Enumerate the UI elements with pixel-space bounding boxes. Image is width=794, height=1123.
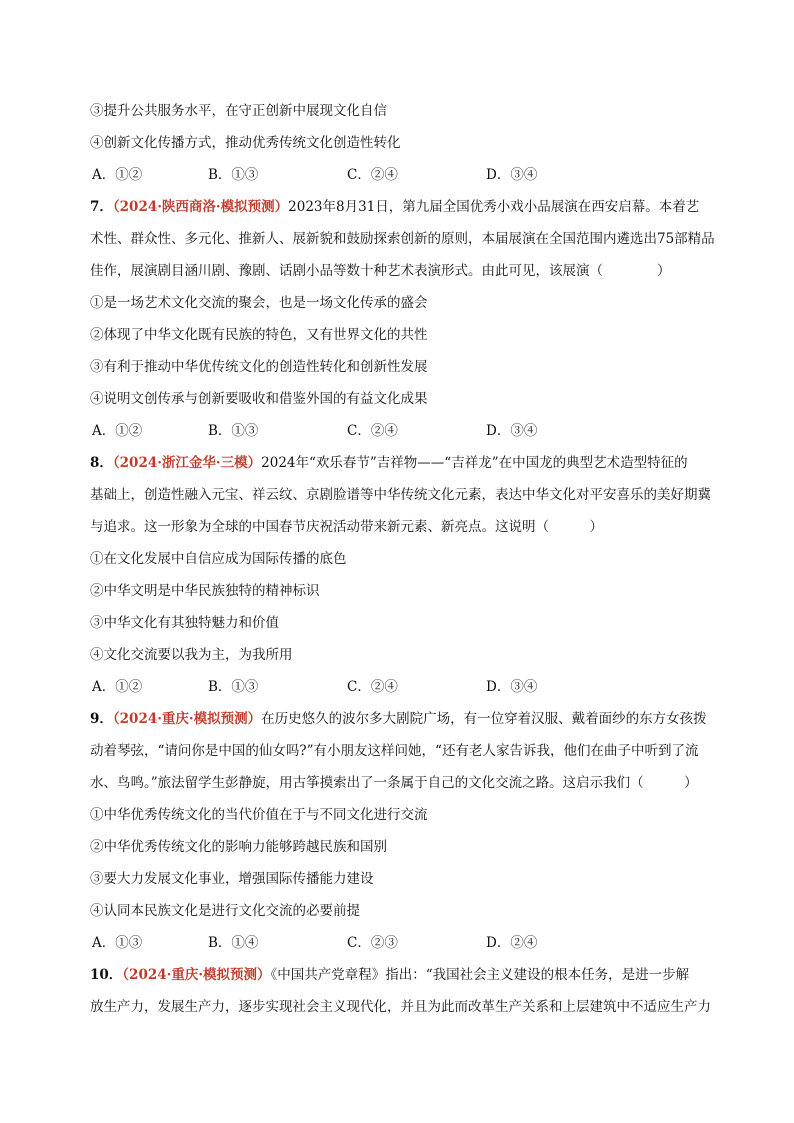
q9-item-4: ④认同本民族文化是进行文化交流的必要前提 — [90, 903, 360, 919]
q7-number: 7． — [90, 199, 113, 215]
q7-option-a: A．①② — [92, 423, 143, 439]
q10-source: （2024·重庆·模拟预测） — [122, 967, 271, 983]
q6-option-d: D．③④ — [486, 167, 538, 183]
q6-item-4: ④创新文化传播方式，推动优秀传统文化创造性转化 — [90, 135, 401, 151]
q7-stem-line-1: 7．（2024·陕西商洛·模拟预测）2023年8月31日，第九届全国优秀小戏小品展演在西安启幕。本着艺 — [90, 199, 700, 215]
q9-option-b: B．①④ — [208, 935, 259, 951]
q7-option-d: D．③④ — [486, 423, 538, 439]
q7-option-c: C．②④ — [347, 423, 398, 439]
q9-item-2: ②中华优秀传统文化的影响力能够跨越民族和国别 — [90, 839, 387, 855]
q10-number: 10． — [90, 967, 123, 983]
q7-option-b: B．①③ — [208, 423, 259, 439]
q8-option-c: C．②④ — [347, 679, 398, 695]
q9-option-c: C．②③ — [347, 935, 398, 951]
q7-item-3: ③有利于推动中华优传统文化的创造性转化和创新性发展 — [90, 359, 428, 375]
q6-option-c: C．②④ — [347, 167, 398, 183]
q7-source: （2024·陕西商洛·模拟预测） — [112, 199, 289, 215]
q9-item-3: ③要大力发展文化事业，增强国际传播能力建设 — [90, 871, 374, 887]
q7-item-1: ①是一场艺术文化交流的聚会，也是一场文化传承的盛会 — [90, 295, 428, 311]
q9-source: （2024·重庆·模拟预测） — [112, 711, 262, 727]
q9-number: 9． — [90, 711, 113, 727]
q6-option-b: B．①③ — [208, 167, 259, 183]
q8-item-4: ④文化交流要以我为主，为我所用 — [90, 647, 293, 663]
q8-stem-line-2: 基础上，创造性融入元宝、祥云纹、京剧脸谱等中华传统文化元素，表达中华文化对平安喜乐的美好期冀 — [90, 487, 711, 503]
q10-stem-line-1: 10．（2024·重庆·模拟预测）《中国共产党章程》指出：“我国社会主义建设的根本任务，是进一步解 — [90, 967, 690, 983]
q7-item-2: ②体现了中华文化既有民族的特色，又有世界文化的共性 — [90, 327, 428, 343]
q8-item-1: ①在文化发展中自信应成为国际传播的底色 — [90, 551, 347, 567]
q9-option-d: D．②④ — [486, 935, 538, 951]
q8-stem-line-1: 8．（2024·浙江金华·三模）2024年“欢乐春节”吉祥物——“吉祥龙”在中国龙的典型艺术造型特征的 — [90, 455, 688, 471]
q9-stem-line-1: 9．（2024·重庆·模拟预测）在历史悠久的波尔多大剧院广场，有一位穿着汉服、戴着面纱的东方女孩拨 — [90, 711, 707, 727]
q9-stem-line-2: 动着琴弦，“请问你是中国的仙女吗?”有小朋友这样问她，“还有老人家告诉我，他们在曲子中听到了流 — [90, 743, 699, 759]
q10-stem-line-2: 放生产力，发展生产力，逐步实现社会主义现代化，并且为此而改革生产关系和上层建筑中不适应生产力 — [90, 999, 711, 1015]
q8-number: 8． — [90, 455, 113, 471]
q8-option-d: D．③④ — [486, 679, 538, 695]
q8-option-b: B．①③ — [208, 679, 259, 695]
q9-stem-line-3: 水、鸟鸣。”旅法留学生彭静旋，用古筝摸索出了一条属于自己的文化交流之路。这启示我们（ ） — [90, 775, 698, 791]
q9-option-a: A．①③ — [92, 935, 143, 951]
q7-stem-line-3: 佳作，展演剧目涵川剧、豫剧、话剧小品等数十种艺术表演形式。由此可见，该展演（ ） — [90, 263, 671, 279]
q8-item-2: ②中华文明是中华民族独特的精神标识 — [90, 583, 320, 599]
q8-option-a: A．①② — [92, 679, 143, 695]
q8-stem-line-3: 与追求。这一形象为全球的中国春节庆祝活动带来新元素、新亮点。这说明（ ） — [90, 519, 603, 535]
q6-item-3: ③提升公共服务水平，在守正创新中展现文化自信 — [90, 103, 387, 119]
q7-stem-line-2: 术性、群众性、多元化、推新人、展新貌和鼓励探索创新的原则，本届展演在全国范围内遴选出75部精品 — [90, 231, 715, 247]
q9-item-1: ①中华优秀传统文化的当代价值在于与不同文化进行交流 — [90, 807, 428, 823]
q7-item-4: ④说明文创传承与创新要吸收和借鉴外国的有益文化成果 — [90, 391, 428, 407]
q8-item-3: ③中华文化有其独特魅力和价值 — [90, 615, 279, 631]
q8-source: （2024·浙江金华·三模） — [112, 455, 262, 471]
q6-option-a: A．①② — [92, 167, 143, 183]
